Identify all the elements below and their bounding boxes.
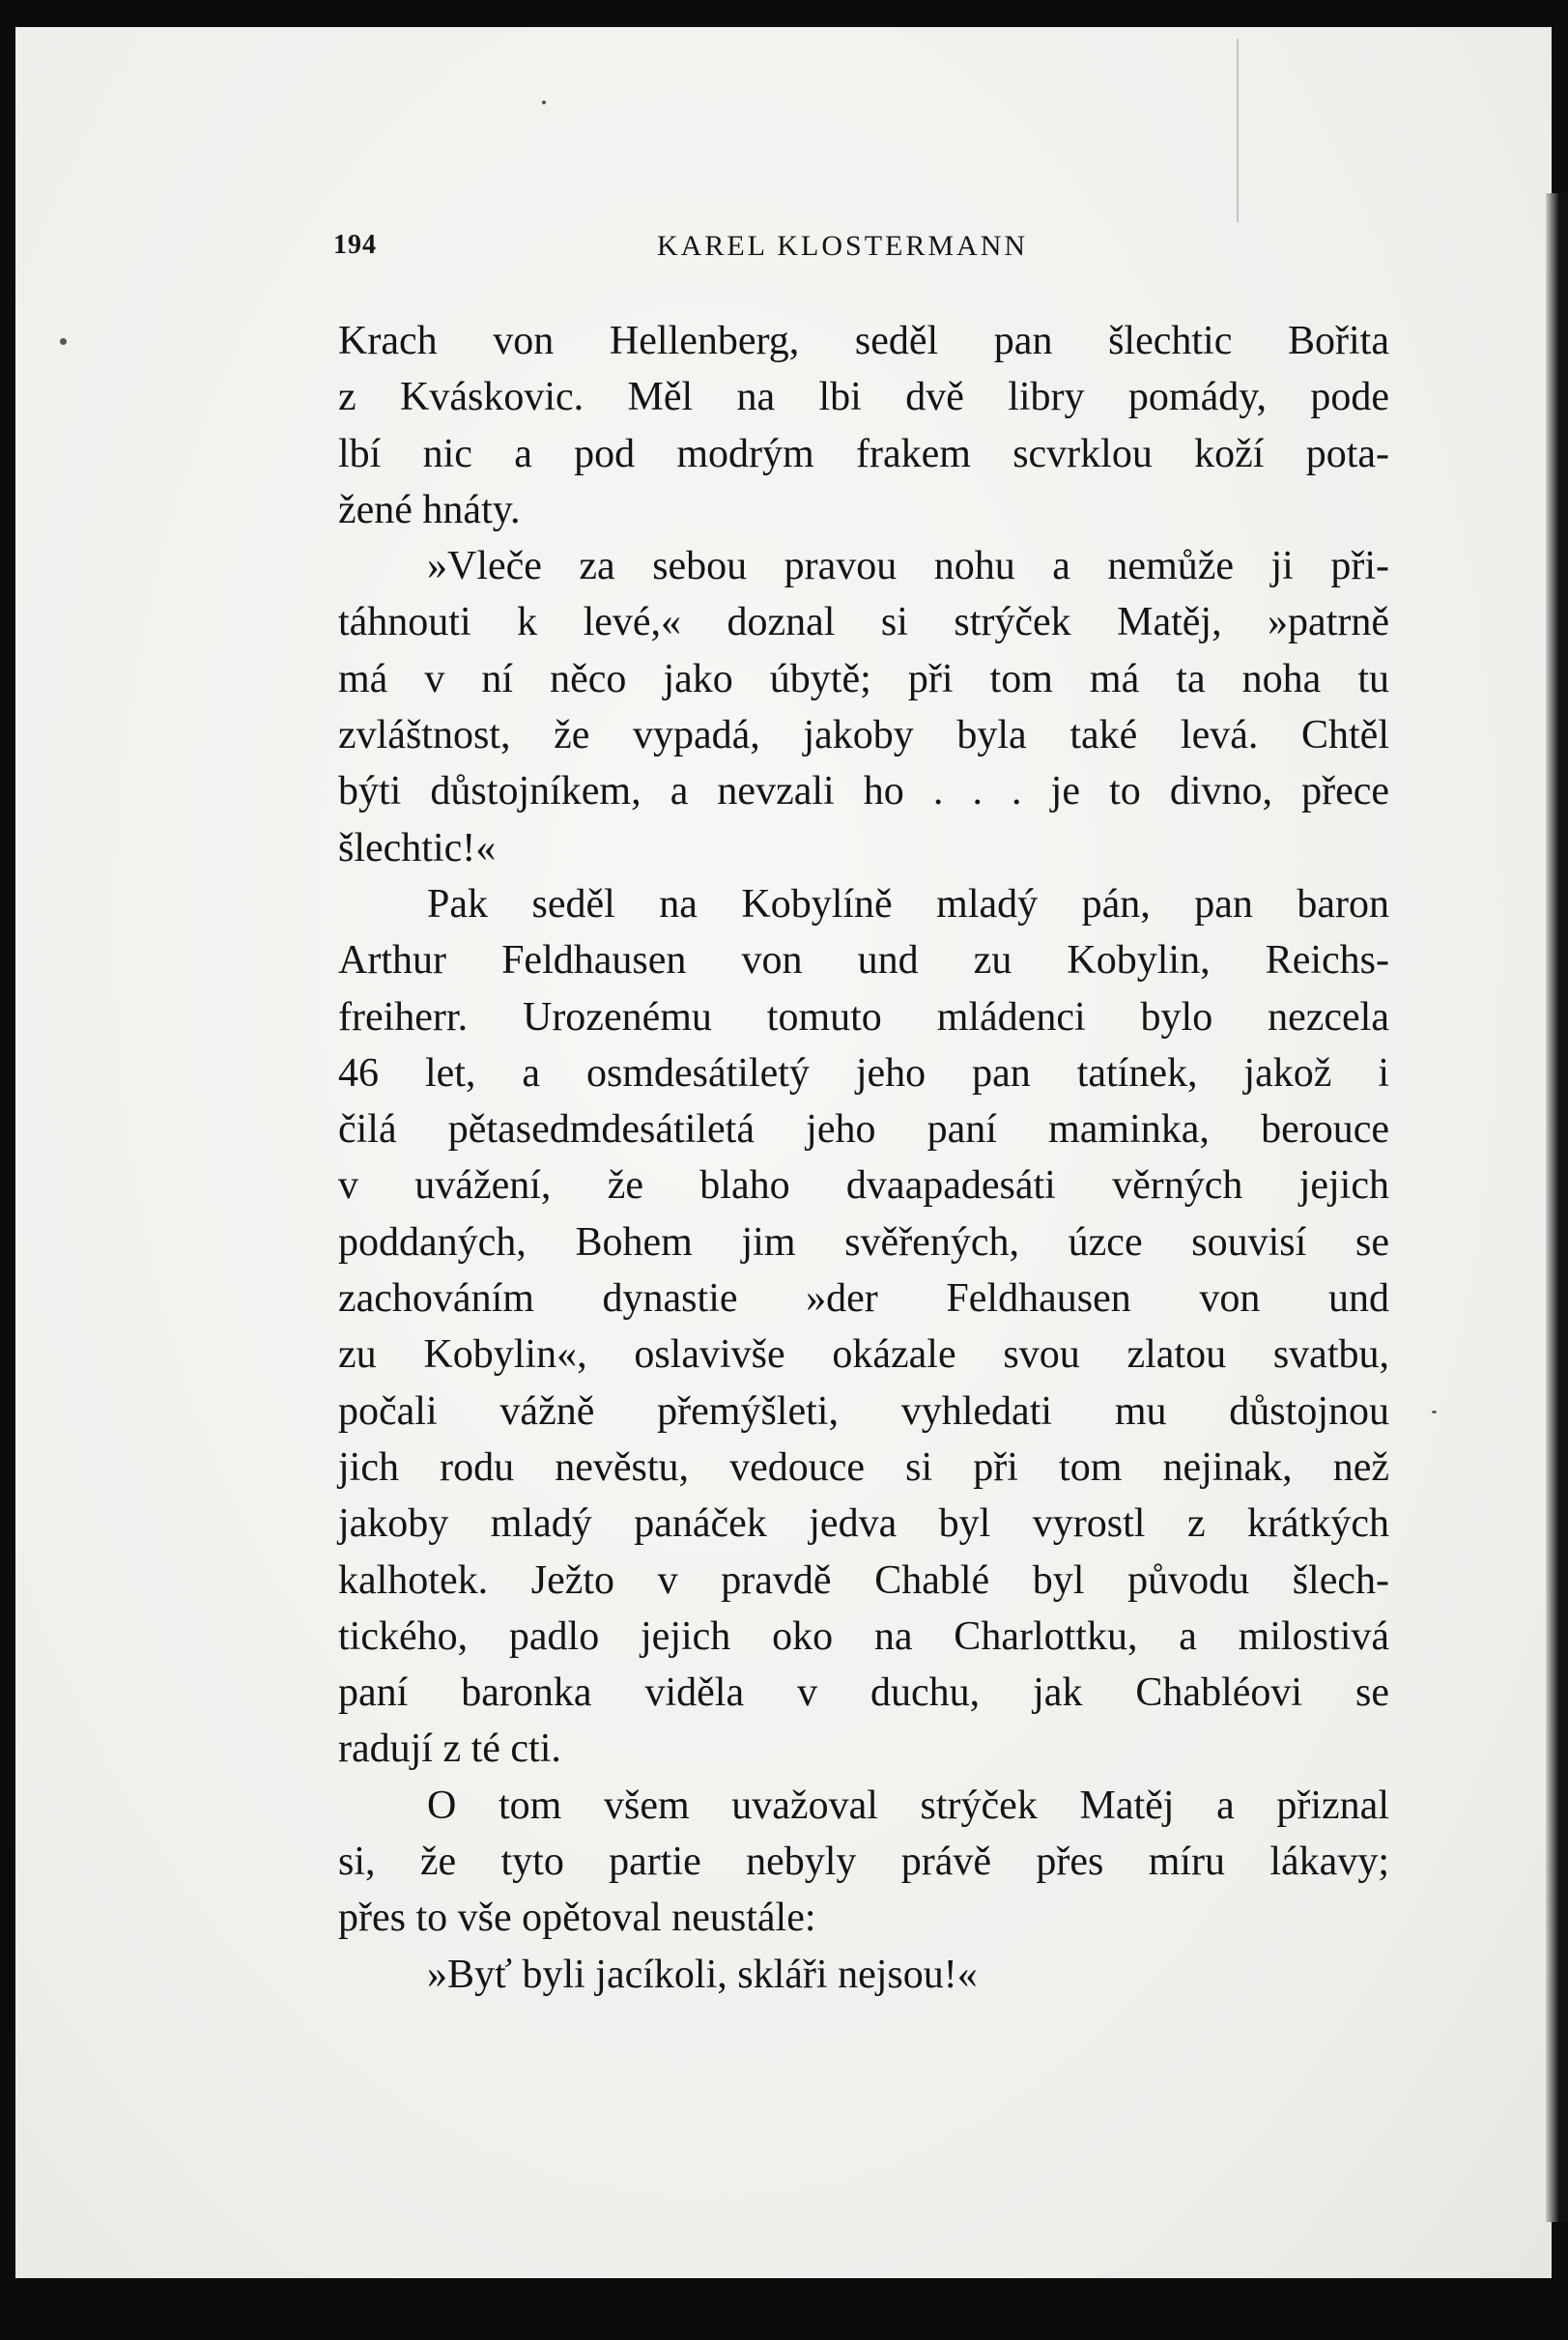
text-line: poddaných, Bohem jim svěřených, úzce souvisí se — [338, 1219, 1389, 1265]
text-line: lbí nic a pod modrým frakem scvrklou koží pota- — [338, 431, 1389, 476]
ink-speck — [542, 100, 546, 104]
text-line: Arthur Feldhausen von und zu Kobylin, Reichs- — [338, 938, 1389, 984]
text-line: zachováním dynastie »der Feldhausen von und — [338, 1276, 1389, 1322]
text-line: jakoby mladý panáček jedva byl vyrostl z krátkých — [338, 1501, 1389, 1547]
text-line: má v ní něco jako úbytě; při tom má ta noha tu — [338, 656, 1389, 701]
text-line: z Kváskovic. Měl na lbi dvě libry pomády, pode — [338, 375, 1389, 420]
text-line: šlechtic!« — [338, 825, 497, 870]
text-line: 46 let, a osmdesátiletý jeho pan tatínek, jakož i — [338, 1050, 1389, 1096]
page-edge-shadow — [1546, 193, 1568, 2222]
text-line: radují z té cti. — [338, 1726, 561, 1772]
text-line: O tom všem uvažoval strýček Matěj a přiznal — [427, 1783, 1389, 1828]
text-line: Krach von Hellenberg, seděl pan šlechtic Bořita — [338, 319, 1389, 363]
text-line: čilá pětasedmdesátiletá jeho paní maminka, berouce — [338, 1107, 1389, 1153]
text-line: přes to vše opětoval neustále: — [338, 1896, 816, 1941]
text-line: paní baronka viděla v duchu, jak Chabléovi se — [338, 1670, 1389, 1716]
page-fold-line — [1237, 39, 1239, 222]
text-line: v uvážení, že blaho dvaapadesáti věrných jejich — [338, 1163, 1389, 1209]
text-line: počali vážně přemýšleti, vyhledati mu důstojnou — [338, 1388, 1389, 1434]
page-number: 194 — [333, 230, 377, 260]
text-line: žené hnáty. — [338, 487, 521, 532]
text-line: »Byť byli jacíkoli, skláři nejsou!« — [427, 1952, 978, 1997]
running-head: KAREL KLOSTERMANN — [657, 230, 1029, 262]
text-line: zu Kobylin«, oslavivše okázale svou zlatou svatbu, — [338, 1332, 1389, 1378]
ink-speck — [60, 338, 67, 345]
page-header — [333, 230, 1068, 269]
text-line: táhnouti k levé,« doznal si strýček Matěj, »patrně — [338, 600, 1389, 645]
text-line: tického, padlo jejich oko na Charlottku, a milostivá — [338, 1613, 1389, 1659]
text-line: freiherr. Urozenému tomuto mládenci bylo nezcela — [338, 994, 1389, 1040]
text-line: si, že tyto partie nebyly právě přes míru lákavy; — [338, 1840, 1389, 1885]
ink-speck — [1432, 1411, 1437, 1413]
body-text — [338, 313, 1389, 2003]
text-line: kalhotek. Ježto v pravdě Chablé byl původu šlech- — [338, 1557, 1389, 1603]
text-line: »Vleče za sebou pravou nohu a nemůže ji při- — [427, 544, 1389, 589]
text-line: Pak seděl na Kobylíně mladý pán, pan baron — [427, 881, 1389, 927]
text-line: jich rodu nevěstu, vedouce si při tom nejinak, než — [338, 1444, 1389, 1490]
text-line: zvláštnost, že vypadá, jakoby byla také levá. Chtěl — [338, 713, 1389, 758]
text-line: býti důstojníkem, a nevzali ho . . . je to divno, přece — [338, 769, 1389, 814]
